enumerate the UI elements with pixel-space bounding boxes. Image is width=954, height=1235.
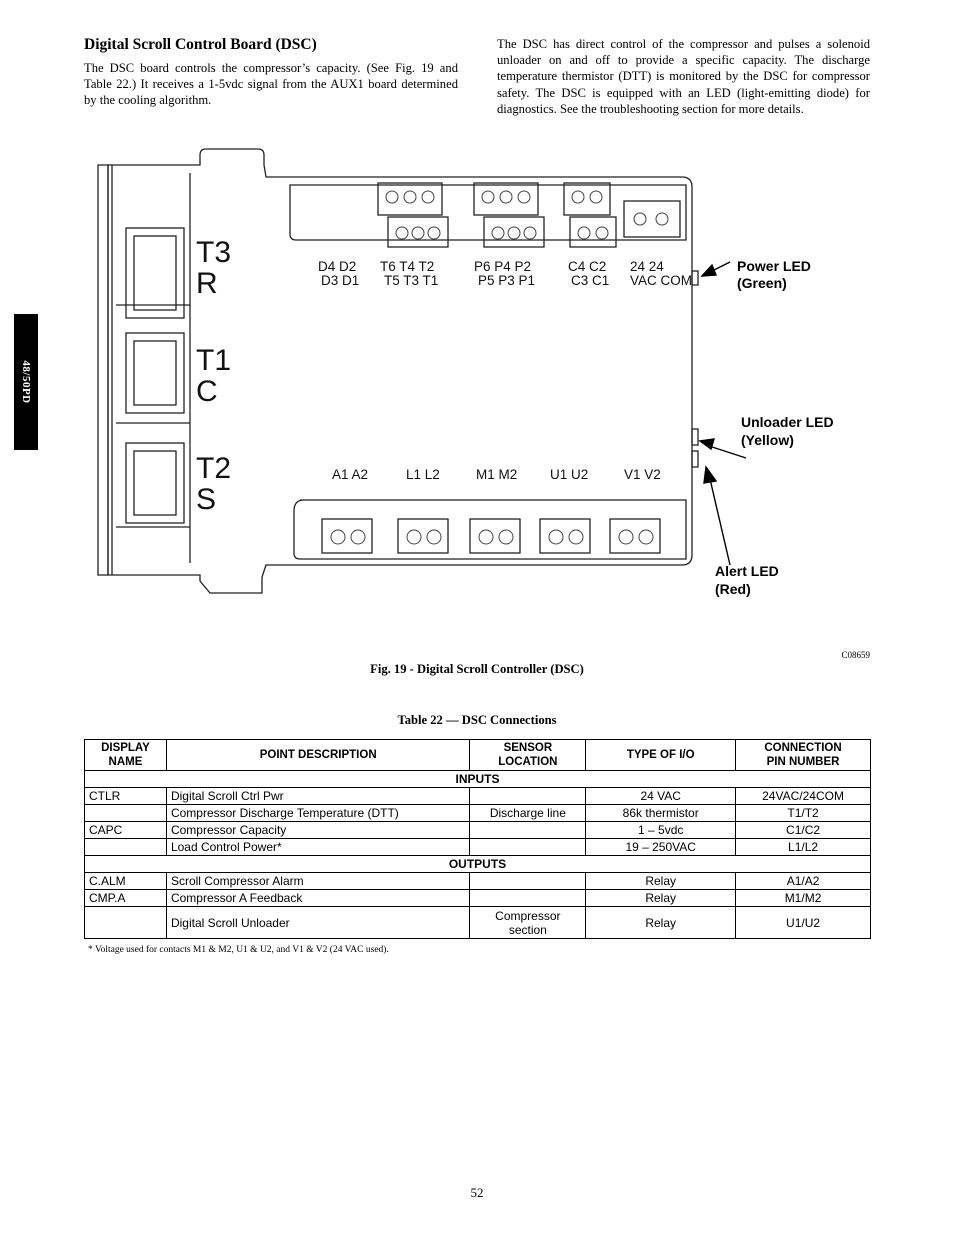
cell-point: Digital Scroll Ctrl Pwr bbox=[166, 788, 469, 805]
table-header-row bbox=[85, 740, 871, 771]
bottom-label-v: V1 V2 bbox=[624, 467, 661, 482]
table-row bbox=[85, 822, 871, 839]
header-type-of-io: TYPE OF I/O bbox=[586, 740, 736, 771]
cell-display: CMP.A bbox=[85, 890, 167, 907]
cell-type: Relay bbox=[586, 890, 736, 907]
outputs-label: OUTPUTS bbox=[85, 856, 871, 873]
header-point-description: POINT DESCRIPTION bbox=[166, 740, 469, 771]
alert-led-label: Alert LED bbox=[715, 563, 779, 579]
cell-pin: L1/L2 bbox=[736, 839, 871, 856]
cell-display: CTLR bbox=[85, 788, 167, 805]
cell-pin: M1/M2 bbox=[736, 890, 871, 907]
cell-display bbox=[85, 907, 167, 939]
terminal-t2-label: T2 bbox=[196, 452, 232, 485]
cell-sensor bbox=[470, 839, 586, 856]
bottom-label-m: M1 M2 bbox=[476, 467, 518, 482]
header-sensor-location: SENSOR LOCATION bbox=[470, 740, 586, 771]
alert-led-color: (Red) bbox=[715, 581, 751, 597]
table-row bbox=[85, 788, 871, 805]
cell-type: Relay bbox=[586, 873, 736, 890]
cell-sensor bbox=[470, 873, 586, 890]
cell-sensor: Discharge line bbox=[470, 805, 586, 822]
dsc-description-paragraph: The DSC has direct control of the compressor and pulses a solenoid unloader on and off to provide a specific capacity. The discharge temperature thermistor (DTT) is monitored by the DSC for compressor safety. The DSC is equipped with an LED (light-emitting diode) for diagnostics. See the troubleshooting section for more details. bbox=[497, 37, 870, 116]
cell-point: Digital Scroll Unloader bbox=[166, 907, 469, 939]
bottom-label-l: L1 L2 bbox=[406, 467, 440, 482]
bottom-label-a: A1 A2 bbox=[332, 467, 369, 482]
power-led-label: Power LED bbox=[737, 258, 811, 274]
cell-point: Compressor Discharge Temperature (DTT) bbox=[166, 805, 469, 822]
top-label-24vac-1: 24 24 bbox=[630, 259, 664, 274]
terminal-t1-label: T1 bbox=[196, 344, 232, 377]
page-number: 52 bbox=[470, 1185, 484, 1200]
top-label-t-2: T5 T3 T1 bbox=[384, 273, 439, 288]
top-label-p-2: P5 P3 P1 bbox=[478, 273, 536, 288]
terminal-s-label: S bbox=[196, 483, 217, 516]
inputs-label: INPUTS bbox=[85, 771, 871, 788]
top-label-c-2: C3 C1 bbox=[571, 273, 610, 288]
cell-display bbox=[85, 805, 167, 822]
bottom-label-u: U1 U2 bbox=[550, 467, 589, 482]
intro-paragraph: The DSC board controls the compressor’s capacity. (See Fig. 19 and Table 22.) It receives a 1-5vdc signal from the AUX1 board determined by the cooling algorithm. bbox=[84, 61, 458, 108]
cell-point: Scroll Compressor Alarm bbox=[166, 873, 469, 890]
cell-sensor: Compressor section bbox=[470, 907, 586, 939]
table-row bbox=[85, 873, 871, 890]
cell-type: 19 – 250VAC bbox=[586, 839, 736, 856]
cell-display: C.ALM bbox=[85, 873, 167, 890]
top-label-c-1: C4 C2 bbox=[568, 259, 607, 274]
cell-sensor bbox=[470, 890, 586, 907]
header-display-name: DISPLAY NAME bbox=[85, 740, 167, 771]
figure-code: C08659 bbox=[841, 650, 870, 660]
unloader-led-label: Unloader LED bbox=[741, 414, 834, 430]
top-label-t-1: T6 T4 T2 bbox=[380, 259, 435, 274]
table-row bbox=[85, 805, 871, 822]
top-label-d-1: D4 D2 bbox=[318, 259, 357, 274]
cell-pin: U1/U2 bbox=[736, 907, 871, 939]
header-connection-pin: CONNECTION PIN NUMBER bbox=[736, 740, 871, 771]
cell-sensor bbox=[470, 788, 586, 805]
cell-point: Load Control Power* bbox=[166, 839, 469, 856]
cell-display bbox=[85, 839, 167, 856]
cell-display: CAPC bbox=[85, 822, 167, 839]
table-row bbox=[85, 907, 871, 939]
dsc-connections-table bbox=[84, 739, 871, 939]
top-label-d-2: D3 D1 bbox=[321, 273, 360, 288]
terminal-c-label: C bbox=[196, 375, 218, 408]
table-row bbox=[85, 839, 871, 856]
figure-caption: Fig. 19 - Digital Scroll Controller (DSC) bbox=[370, 662, 584, 676]
left-column bbox=[84, 36, 458, 109]
cell-type: 1 – 5vdc bbox=[586, 822, 736, 839]
dsc-board-drawing bbox=[90, 145, 880, 610]
side-tab bbox=[14, 314, 38, 450]
cell-point: Compressor A Feedback bbox=[166, 890, 469, 907]
right-column bbox=[497, 36, 870, 117]
cell-point: Compressor Capacity bbox=[166, 822, 469, 839]
cell-pin: 24VAC/24COM bbox=[736, 788, 871, 805]
unloader-led-color: (Yellow) bbox=[741, 432, 794, 448]
inputs-section-row bbox=[85, 771, 871, 788]
cell-pin: C1/C2 bbox=[736, 822, 871, 839]
dsc-board-figure bbox=[90, 145, 880, 610]
terminal-r-label: R bbox=[196, 267, 218, 300]
cell-type: 24 VAC bbox=[586, 788, 736, 805]
cell-pin: A1/A2 bbox=[736, 873, 871, 890]
cell-sensor bbox=[470, 822, 586, 839]
table-title: Table 22 — DSC Connections bbox=[397, 713, 557, 727]
terminal-t3-label: T3 bbox=[196, 236, 232, 269]
table-footnote: * Voltage used for contacts M1 & M2, U1 & U2, and V1 & V2 (24 VAC used). bbox=[88, 945, 389, 955]
outputs-section-row bbox=[85, 856, 871, 873]
cell-type: 86k thermistor bbox=[586, 805, 736, 822]
top-label-p-1: P6 P4 P2 bbox=[474, 259, 532, 274]
top-label-24vac-2: VAC COM bbox=[630, 273, 693, 288]
section-title: Digital Scroll Control Board (DSC) bbox=[84, 36, 317, 53]
cell-pin: T1/T2 bbox=[736, 805, 871, 822]
side-tab-label: 48/50PD bbox=[20, 360, 32, 404]
table-row bbox=[85, 890, 871, 907]
power-led-color: (Green) bbox=[737, 275, 787, 291]
cell-type: Relay bbox=[586, 907, 736, 939]
